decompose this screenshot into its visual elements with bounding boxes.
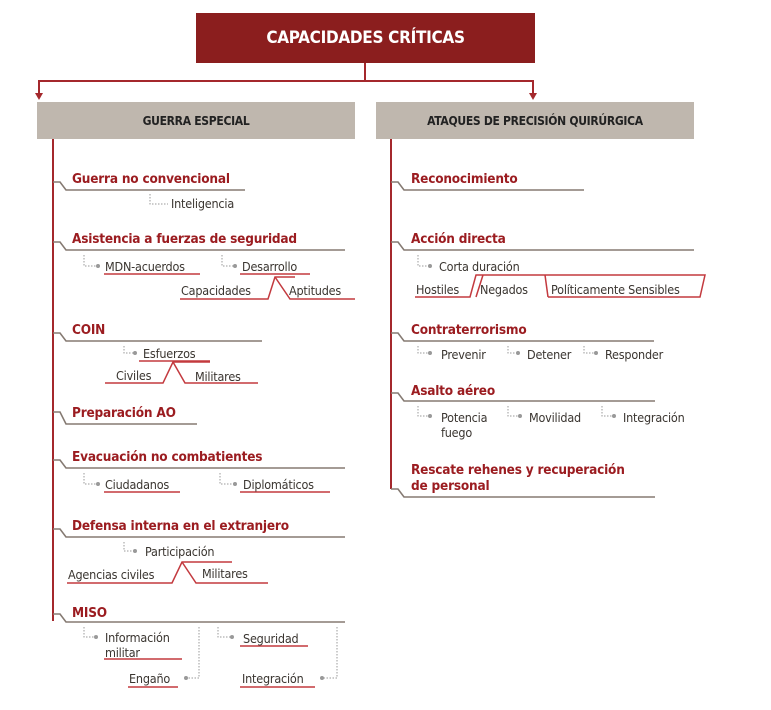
sub-hostiles: Hostiles <box>416 282 460 297</box>
sub-responder: Responder <box>605 347 664 362</box>
item-miso: MISO <box>72 605 107 621</box>
sub-civiles: Civiles <box>116 368 152 383</box>
sub-ciudadanos: Ciudadanos <box>105 477 170 492</box>
sub-diplomaticos: Diplomáticos <box>243 477 314 492</box>
sub-negados: Negados <box>480 282 528 297</box>
branch-title: GUERRA ESPECIAL <box>142 113 250 128</box>
sub-informacion-militar: Información militar <box>105 630 170 660</box>
sub-militares: Militares <box>195 369 241 384</box>
sub-esfuerzos: Esfuerzos <box>143 346 196 361</box>
root-title: CAPACIDADES CRÍTICAS <box>266 28 465 48</box>
item-reconocimiento: Reconocimiento <box>411 171 518 187</box>
sub-integracion: Integración <box>242 671 304 686</box>
item-rescate-rehenes: Rescate rehenes y recuperación de personal <box>411 462 625 494</box>
sub-agencias-civiles: Agencias civiles <box>68 567 155 582</box>
sub-seguridad: Seguridad <box>243 631 299 646</box>
sub-integracion-2: Integración <box>623 410 685 425</box>
sub-mdn-acuerdos: MDN-acuerdos <box>105 259 185 274</box>
sub-movilidad: Movilidad <box>529 410 581 425</box>
item-asistencia-fuerzas: Asistencia a fuerzas de seguridad <box>72 231 297 247</box>
item-guerra-no-convencional: Guerra no convencional <box>72 171 230 187</box>
sub-inteligencia: Inteligencia <box>171 196 235 211</box>
sub-potencia-fuego: Potencia fuego <box>441 410 488 440</box>
sub-prevenir: Prevenir <box>441 347 486 362</box>
sub-aptitudes: Aptitudes <box>289 283 342 298</box>
sub-militares-2: Militares <box>202 566 248 581</box>
sub-corta-duracion: Corta duración <box>439 259 520 274</box>
item-defensa-interna: Defensa interna en el extranjero <box>72 518 289 534</box>
item-contraterrorismo: Contraterrorismo <box>411 322 527 338</box>
item-coin: COIN <box>72 322 106 338</box>
sub-engano: Engaño <box>129 671 171 686</box>
item-accion-directa: Acción directa <box>411 231 506 247</box>
item-asalto-aereo: Asalto aéreo <box>411 383 495 399</box>
item-preparacion-ao: Preparación AO <box>72 405 176 421</box>
sub-politicamente-sensibles: Políticamente Sensibles <box>551 282 680 297</box>
branch-title: ATAQUES DE PRECISIÓN QUIRÚRGICA <box>427 113 643 128</box>
sub-participacion: Participación <box>145 544 215 559</box>
sub-capacidades: Capacidades <box>181 283 251 298</box>
sub-desarrollo: Desarrollo <box>242 259 298 274</box>
sub-detener: Detener <box>527 347 572 362</box>
item-evacuacion: Evacuación no combatientes <box>72 449 263 465</box>
